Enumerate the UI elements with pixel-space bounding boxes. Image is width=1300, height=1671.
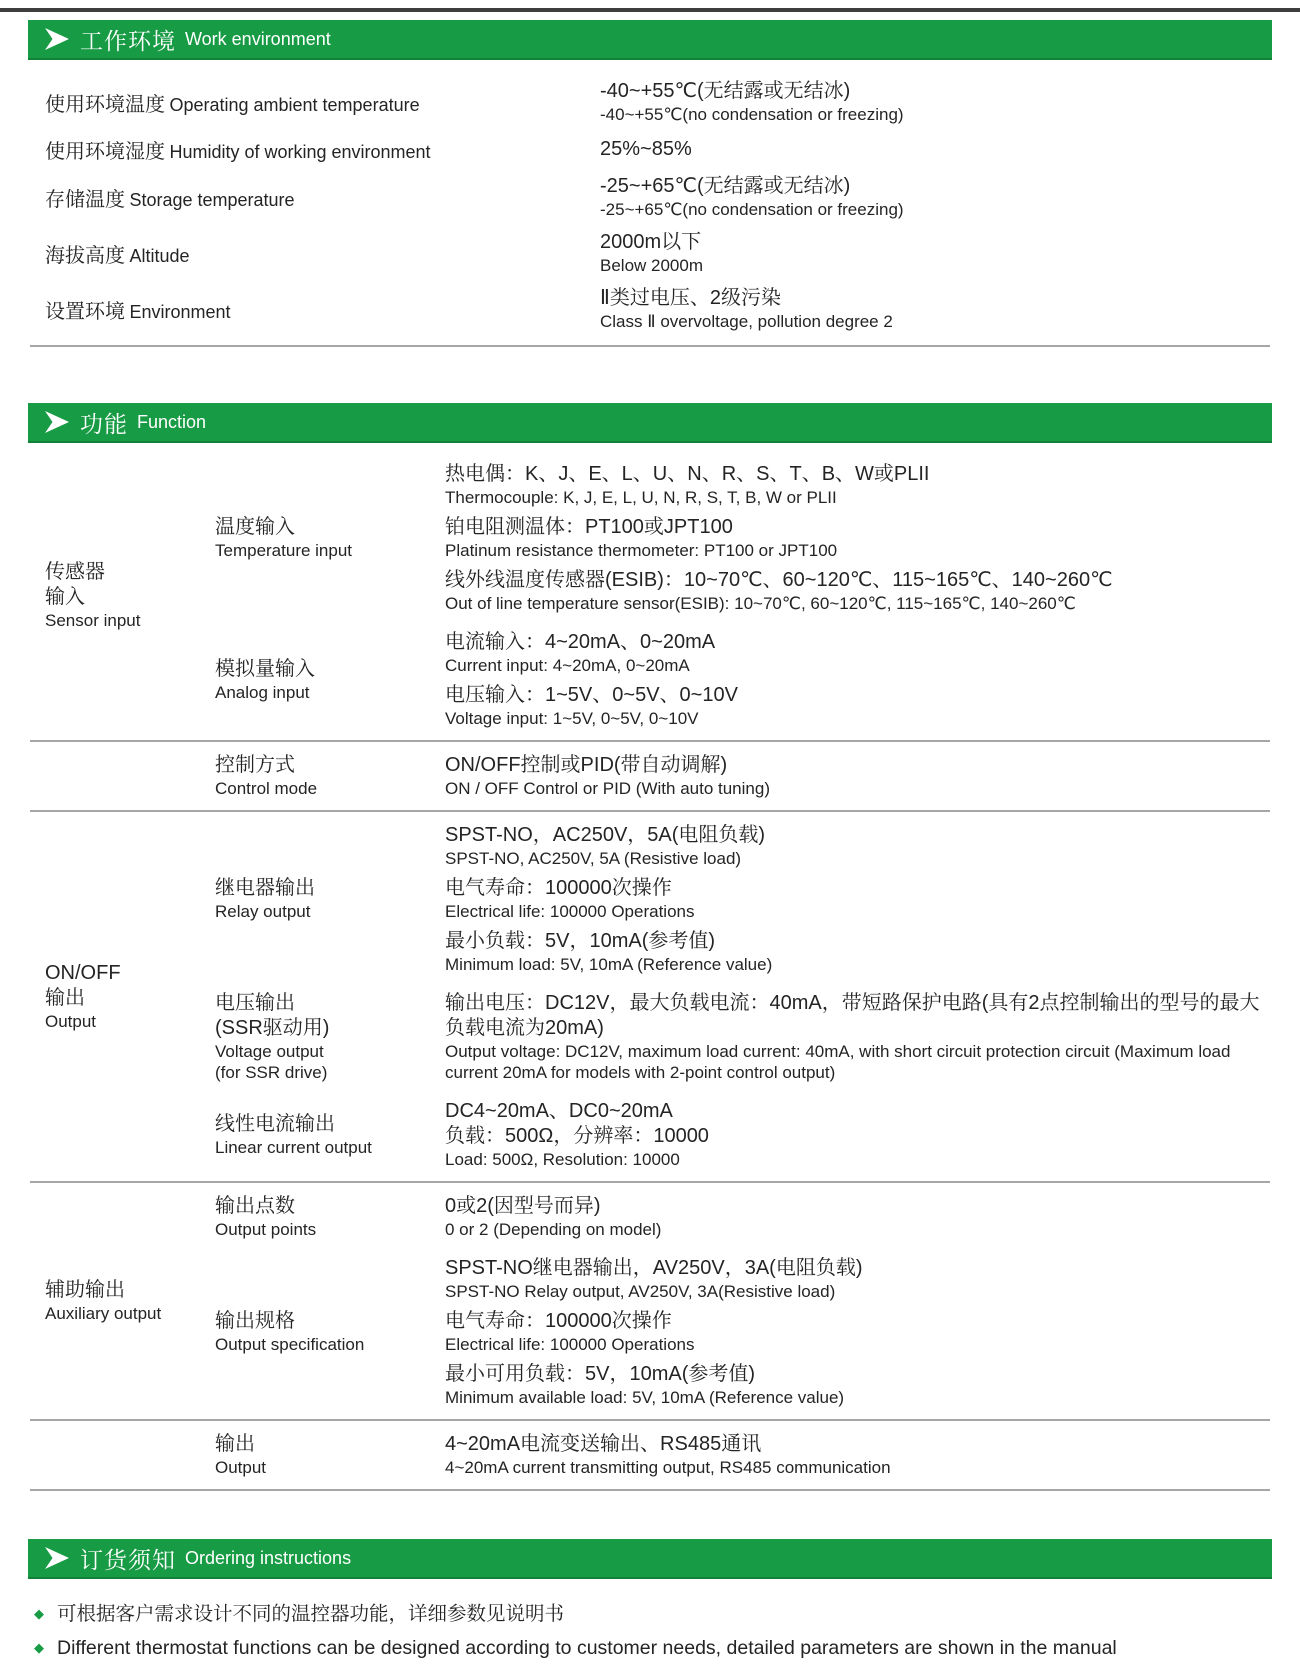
function-row-control-mode (215, 753, 1270, 799)
function-group-onoff-output (30, 810, 1270, 1181)
row-label-zh: 使用环境温度 (45, 93, 165, 116)
group-label-line: 输入 (45, 586, 85, 608)
group-label-line: 传感器 (45, 561, 105, 583)
diamond-bullet-icon: ◆ (34, 1640, 44, 1655)
row-label-line: 输出点数 (215, 1195, 295, 1217)
value-line: -25~+65℃(no condensation or freezing) (600, 200, 904, 219)
function-row-voltage-output (215, 991, 1270, 1083)
value-line: SPST-NO，AC250V，5A(电阻负载) (445, 824, 766, 846)
value-line: Electrical life: 100000 Operations (445, 902, 695, 921)
work-env-row (0, 281, 1300, 337)
row-label-line: (SSR驱动用) (215, 1017, 330, 1039)
value-line: Output voltage: DC12V, maximum load current: 40mA, with short circuit protection circuit (Maximum load current 20mA for models with 2-point control output) (445, 1042, 1231, 1082)
function-row-relay-output (215, 823, 1270, 975)
value-line: -25~+65℃(无结露或无结冰) (600, 175, 851, 197)
value-line: 铂电阻测温体：PT100或JPT100 (445, 516, 733, 538)
value-line: ON / OFF Control or PID (With auto tuning) (445, 779, 770, 798)
row-label-line: (for SSR drive) (215, 1063, 328, 1082)
value-line: DC4~20mA、DC0~20mA (445, 1100, 673, 1122)
row-label-line: 输出规格 (215, 1310, 295, 1332)
row-label-line: Analog input (215, 682, 310, 702)
arrowhead-icon (44, 410, 70, 434)
value-line: 最小可用负载：5V，10mA(参考值) (445, 1363, 756, 1385)
row-label-line: 线性电流输出 (215, 1112, 335, 1135)
group-label-line: Auxiliary output (45, 1304, 162, 1323)
row-label-line: Output points (215, 1220, 317, 1239)
row-label-line: 模拟量输入 (215, 657, 315, 680)
function-row-output-points (215, 1194, 1270, 1240)
value-line: Load: 500Ω, Resolution: 10000 (445, 1150, 680, 1169)
value-line: 0或2(因型号而异) (445, 1195, 601, 1217)
value-line: Minimum load: 5V, 10mA (Reference value) (445, 955, 773, 974)
bullet-item (34, 1631, 1270, 1665)
value-line: 4~20mA current transmitting output, RS485 communication (445, 1458, 891, 1477)
value-line: SPST-NO Relay output, AV250V, 3A(Resistive load) (445, 1282, 836, 1301)
value-line: -40~+55℃(无结露或无结冰) (600, 80, 851, 102)
row-label-en: Operating ambient temperature (169, 94, 420, 115)
function-row-output-specification (215, 1256, 1270, 1408)
value-line: -40~+55℃(no condensation or freezing) (600, 105, 904, 124)
row-label-line: Voltage output (215, 1042, 324, 1061)
row-label-line: Temperature input (215, 541, 353, 560)
bullet-item (34, 1597, 1270, 1631)
diamond-bullet-icon: ◆ (34, 1606, 44, 1621)
value-line: Below 2000m (600, 256, 704, 275)
function-group-control-mode (30, 740, 1270, 810)
row-label-line: 控制方式 (215, 754, 295, 776)
row-label-line: 输出 (215, 1433, 255, 1455)
section-divider (30, 345, 1270, 347)
function-group-output (30, 1419, 1270, 1489)
value-line: Thermocouple: K, J, E, L, U, N, R, S, T, B, W or PLII (445, 488, 837, 507)
function-group-sensor-input (30, 451, 1270, 740)
group-label-line: Sensor input (45, 611, 141, 630)
value-line: 输出电压：DC12V，最大负载电流：40mA，带短路保护电路(具有2点控制输出的型号的最大负载电流为20mA) (445, 992, 1260, 1039)
function-row-analog-input (215, 630, 1270, 729)
row-label-zh: 使用环境湿度 (45, 141, 165, 163)
section-title-en: Function (137, 411, 207, 432)
group-label-line: ON/OFF (45, 962, 121, 984)
value-line: 4~20mA电流变送输出、RS485通讯 (445, 1433, 762, 1455)
value-line: 0 or 2 (Depending on model) (445, 1220, 662, 1239)
value-line: Voltage input: 1~5V, 0~5V, 0~10V (445, 709, 699, 728)
row-label-line: Relay output (215, 902, 311, 921)
function-row-linear-current-output (215, 1099, 1270, 1170)
section-title-zh: 功能 (80, 410, 128, 437)
function-group-auxiliary-output (30, 1181, 1270, 1419)
arrowhead-icon (44, 27, 70, 51)
row-label-line: Control mode (215, 779, 318, 798)
group-label-line: 辅助输出 (45, 1279, 125, 1301)
value-line: ON/OFF控制或PID(带自动调解) (445, 754, 728, 776)
row-label-en: Altitude (129, 245, 190, 266)
row-label-en: Humidity of working environment (169, 142, 431, 162)
work-env-row (0, 169, 1300, 225)
value-line: 电流输入：4~20mA、0~20mA (445, 631, 716, 653)
work-env-row (0, 225, 1300, 281)
section-title-en: Work environment (185, 28, 331, 49)
section-title-zh: 工作环境 (80, 27, 176, 54)
section-title-en: Ordering instructions (185, 1547, 352, 1568)
value-line: Minimum available load: 5V, 10mA (Reference value) (445, 1388, 845, 1407)
row-label-en: Environment (129, 301, 231, 322)
value-line: 25%~85% (600, 138, 692, 160)
value-line: 电气寿命：100000次操作 (445, 1310, 672, 1332)
section-header-work-environment (28, 20, 1272, 60)
value-line: SPST-NO继电器输出，AV250V，3A(电阻负载) (445, 1257, 863, 1279)
function-row-output (215, 1432, 1270, 1478)
section-header-ordering-instructions (28, 1539, 1272, 1579)
value-line: 负载：500Ω，分辨率：10000 (445, 1125, 709, 1147)
value-line: 电压输入：1~5V、0~5V、0~10V (445, 684, 738, 706)
row-label-en: Storage temperature (129, 189, 295, 210)
work-env-row (0, 130, 1300, 169)
function-table (30, 451, 1270, 1491)
work-env-row (0, 74, 1300, 130)
work-environment-list (0, 74, 1300, 337)
section-title-zh: 订货须知 (80, 1546, 176, 1573)
group-label-line: 输出 (45, 987, 85, 1009)
page-top-rule (0, 8, 1300, 12)
value-line: 最小负载：5V，10mA(参考值) (445, 930, 716, 952)
value-line: Ⅱ类过电压、2级污染 (600, 287, 781, 309)
bullet-text: Different thermostat functions can be designed according to customer needs, detailed parameters are shown in the manual (57, 1637, 1117, 1659)
value-line: Electrical life: 100000 Operations (445, 1335, 695, 1354)
bullet-text: 可根据客户需求设计不同的温控器功能，详细参数见说明书 (57, 1603, 565, 1625)
row-label-zh: 设置环境 (45, 300, 125, 323)
value-line: Out of line temperature sensor(ESIB): 10~70℃, 60~120℃, 115~165℃, 140~260℃ (445, 594, 1076, 613)
row-label-line: 温度输入 (215, 516, 295, 538)
value-line: 线外线温度传感器(ESIB)：10~70℃、60~120℃、115~165℃、140~260℃ (445, 569, 1113, 591)
row-label-line: 继电器输出 (215, 877, 315, 899)
value-line: 电气寿命：100000次操作 (445, 877, 672, 899)
value-line: Platinum resistance thermometer: PT100 or JPT100 (445, 541, 838, 560)
function-row-temperature-input (215, 462, 1270, 614)
row-label-zh: 海拔高度 (45, 244, 125, 267)
ordering-bullet-list (34, 1597, 1270, 1665)
section-header-function (28, 403, 1272, 443)
row-label-zh: 存储温度 (45, 188, 125, 211)
value-line: 2000m以下 (600, 231, 702, 253)
value-line: Class Ⅱ overvoltage, pollution degree 2 (600, 312, 893, 331)
group-label-line: Output (45, 1012, 97, 1031)
value-line: 热电偶：K、J、E、L、U、N、R、S、T、B、W或PLII (445, 463, 930, 485)
arrowhead-icon (44, 1546, 70, 1570)
row-label-line: Linear current output (215, 1137, 372, 1157)
row-label-line: Output (215, 1458, 267, 1477)
row-label-line: 电压输出 (215, 992, 295, 1014)
value-line: Current input: 4~20mA, 0~20mA (445, 656, 690, 675)
value-line: SPST-NO, AC250V, 5A (Resistive load) (445, 849, 742, 868)
row-label-line: Output specification (215, 1335, 365, 1354)
